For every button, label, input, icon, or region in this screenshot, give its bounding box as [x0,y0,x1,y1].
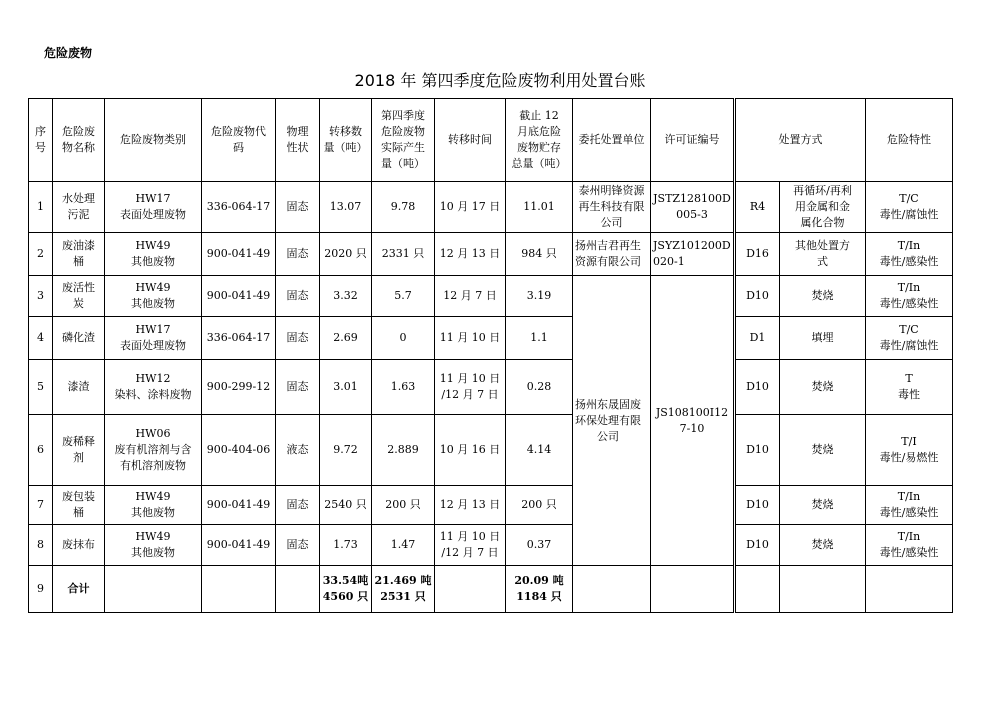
table-row [29,276,953,317]
cell-entrusted-unit: 扬州东晟固废 环保处理有限 公司 [573,276,651,566]
cell-license: JS108100I12 7-10 [651,276,735,566]
cell-transfer-time: 12 月 13 日 [435,233,506,276]
cell-seq: 1 [29,182,53,233]
header-seq: 序 号 [29,99,53,182]
cell-category: HW06 废有机溶剂与含 有机溶剂废物 [105,415,202,486]
cell-hazard: T 毒性 [866,360,953,415]
document-label: 危险废物 [44,46,93,60]
cell-seq: 4 [29,317,53,360]
cell-method-code: D10 [735,360,780,415]
cell-seq: 8 [29,525,53,566]
cell-transfer-qty: 13.07 [320,182,372,233]
cell-code: 900-404-06 [202,415,276,486]
cell-hazard: T/In 毒性/感染性 [866,486,953,525]
cell-code: 900-041-49 [202,525,276,566]
cell-code: 900-041-49 [202,233,276,276]
cell-waste-name: 废包装 桶 [53,486,105,525]
cell-empty [651,566,735,613]
cell-storage: 1.1 [506,317,573,360]
cell-code: 900-041-49 [202,276,276,317]
cell-seq: 3 [29,276,53,317]
cell-actual-qty: 0 [372,317,435,360]
cell-waste-name: 漆渣 [53,360,105,415]
cell-state: 液态 [276,415,320,486]
cell-category: HW12 染料、涂料废物 [105,360,202,415]
cell-waste-name: 废活性 炭 [53,276,105,317]
table-row [29,486,953,525]
cell-state: 固态 [276,525,320,566]
table-row [29,182,953,233]
cell-empty [105,566,202,613]
cell-seq: 7 [29,486,53,525]
cell-method-desc: 其他处置方 式 [780,233,866,276]
cell-transfer-time: 12 月 13 日 [435,486,506,525]
cell-category: HW49 其他废物 [105,525,202,566]
cell-license: JSYZ101200D 020-1 [651,233,735,276]
table-row [29,525,953,566]
cell-empty [866,566,953,613]
cell-method-desc: 焚烧 [780,360,866,415]
cell-actual-qty: 1.63 [372,360,435,415]
header-license-number: 许可证编号 [651,99,735,182]
cell-transfer-qty: 9.72 [320,415,372,486]
cell-state: 固态 [276,360,320,415]
cell-method-desc: 焚烧 [780,525,866,566]
header-waste-code: 危险废物代 码 [202,99,276,182]
cell-storage: 984 只 [506,233,573,276]
cell-empty [202,566,276,613]
cell-empty [780,566,866,613]
total-storage: 20.09 吨 1184 只 [506,566,573,613]
hazardous-waste-ledger-table [28,98,953,613]
cell-actual-qty: 1.47 [372,525,435,566]
cell-state: 固态 [276,233,320,276]
cell-storage: 0.37 [506,525,573,566]
cell-code: 900-299-12 [202,360,276,415]
document-title: 2018 年 第四季度危险废物利用处置台账 [354,71,646,90]
cell-storage: 0.28 [506,360,573,415]
cell-waste-name: 废抹布 [53,525,105,566]
cell-method-desc: 焚烧 [780,276,866,317]
cell-hazard: T/In 毒性/感染性 [866,525,953,566]
cell-actual-qty: 5.7 [372,276,435,317]
cell-empty [573,566,651,613]
cell-hazard: T/In 毒性/感染性 [866,233,953,276]
cell-transfer-time: 11 月 10 日 /12 月 7 日 [435,525,506,566]
cell-waste-name: 废稀释 剂 [53,415,105,486]
header-entrusted-unit: 委托处置单位 [573,99,651,182]
cell-storage: 3.19 [506,276,573,317]
cell-transfer-time: 12 月 7 日 [435,276,506,317]
cell-entrusted-unit: 扬州吉君再生 资源有限公司 [573,233,651,276]
cell-seq: 5 [29,360,53,415]
cell-transfer-time: 10 月 16 日 [435,415,506,486]
cell-category: HW49 其他废物 [105,233,202,276]
cell-transfer-qty: 2.69 [320,317,372,360]
cell-method-desc: 焚烧 [780,415,866,486]
cell-category: HW17 表面处理废物 [105,317,202,360]
header-row [29,99,953,182]
cell-state: 固态 [276,182,320,233]
cell-waste-name: 磷化渣 [53,317,105,360]
cell-transfer-qty: 3.32 [320,276,372,317]
cell-method-code: D1 [735,317,780,360]
cell-transfer-qty: 3.01 [320,360,372,415]
cell-transfer-time: 11 月 10 日 /12 月 7 日 [435,360,506,415]
cell-method-code: D10 [735,415,780,486]
header-physical-state: 物理 性状 [276,99,320,182]
cell-storage: 11.01 [506,182,573,233]
cell-hazard: T/C 毒性/腐蚀性 [866,317,953,360]
cell-waste-name: 水处理 污泥 [53,182,105,233]
cell-method-code: D10 [735,276,780,317]
cell-hazard: T/C 毒性/腐蚀性 [866,182,953,233]
header-disposal-method: 处置方式 [735,99,866,182]
header-hazard-property: 危险特性 [866,99,953,182]
cell-code: 336-064-17 [202,182,276,233]
header-transfer-time: 转移时间 [435,99,506,182]
total-transfer-qty: 33.54吨 4560 只 [320,566,372,613]
cell-seq: 9 [29,566,53,613]
table-row [29,233,953,276]
cell-actual-qty: 9.78 [372,182,435,233]
header-waste-name: 危险废 物名称 [53,99,105,182]
cell-method-desc: 再循环/再利 用金属和金 属化合物 [780,182,866,233]
total-row [29,566,953,613]
table-row [29,360,953,415]
header-waste-category: 危险废物类别 [105,99,202,182]
cell-method-desc: 填埋 [780,317,866,360]
header-actual-quantity: 第四季度 危险废物 实际产生 量（吨） [372,99,435,182]
cell-waste-name: 废油漆 桶 [53,233,105,276]
cell-category: HW49 其他废物 [105,486,202,525]
cell-method-code: D10 [735,525,780,566]
cell-transfer-qty: 2020 只 [320,233,372,276]
total-actual-qty: 21.469 吨 2531 只 [372,566,435,613]
cell-method-code: R4 [735,182,780,233]
cell-category: HW17 表面处理废物 [105,182,202,233]
cell-hazard: T/In 毒性/感染性 [866,276,953,317]
cell-code: 336-064-17 [202,317,276,360]
cell-storage: 4.14 [506,415,573,486]
cell-category: HW49 其他废物 [105,276,202,317]
cell-license: JSTZ128100D 005-3 [651,182,735,233]
cell-transfer-qty: 1.73 [320,525,372,566]
cell-method-code: D16 [735,233,780,276]
cell-transfer-time: 11 月 10 日 [435,317,506,360]
cell-method-desc: 焚烧 [780,486,866,525]
cell-state: 固态 [276,276,320,317]
total-label: 合计 [53,566,105,613]
cell-entrusted-unit: 泰州明锋资源 再生科技有限 公司 [573,182,651,233]
cell-seq: 2 [29,233,53,276]
cell-method-code: D10 [735,486,780,525]
cell-state: 固态 [276,317,320,360]
table-row [29,415,953,486]
header-storage-total: 截止 12 月底危险 废物贮存 总量（吨） [506,99,573,182]
cell-transfer-qty: 2540 只 [320,486,372,525]
cell-actual-qty: 2.889 [372,415,435,486]
cell-empty [276,566,320,613]
cell-actual-qty: 2331 只 [372,233,435,276]
table-row [29,317,953,360]
cell-empty [435,566,506,613]
cell-actual-qty: 200 只 [372,486,435,525]
header-transfer-quantity: 转移数 量（吨） [320,99,372,182]
cell-state: 固态 [276,486,320,525]
cell-seq: 6 [29,415,53,486]
cell-transfer-time: 10 月 17 日 [435,182,506,233]
cell-storage: 200 只 [506,486,573,525]
cell-code: 900-041-49 [202,486,276,525]
cell-hazard: T/I 毒性/易燃性 [866,415,953,486]
cell-empty [735,566,780,613]
